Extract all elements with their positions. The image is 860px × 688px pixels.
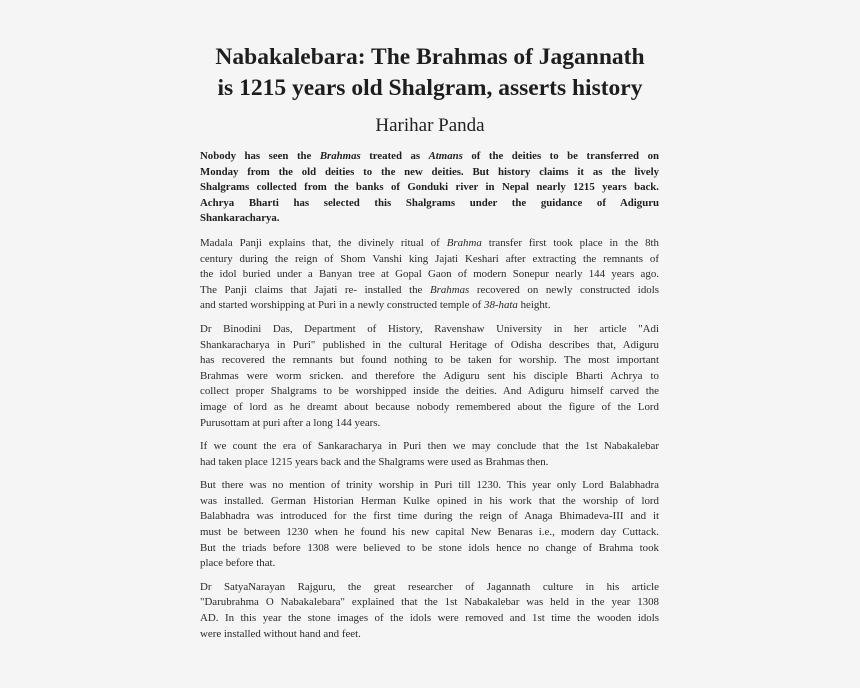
- paragraph-trinity-worship: [200, 478, 659, 572]
- article-author: Harihar Panda: [375, 115, 485, 136]
- p4-line-4: must be between 1230 when he found his new capital New Benaras i.e., modern day Cuttack.: [200, 526, 659, 539]
- p4-line-2: was installed. German Historian Herman Kulke opined in his work that the worship of lord: [200, 494, 659, 507]
- paragraph-madala-panji: [200, 236, 659, 314]
- p5-line-4: were installed without hand and feet.: [200, 627, 361, 640]
- p1-text: and started worshipping at Puri in a newly constructed temple of: [200, 299, 484, 312]
- p3-line-1: If we count the era of Sankaracharya in Puri then we may conclude that the 1st Nabakalebar: [200, 440, 659, 453]
- p1-line-1: [200, 236, 659, 252]
- p1-line-5: [200, 298, 659, 314]
- paragraph-rajguru: [200, 580, 659, 642]
- p2-line-4: Brahmas were worm sricken. and therefore the Adiguru sent his disciple Bharti Achrya to: [200, 369, 659, 382]
- paragraph-binodini-das: [200, 322, 659, 431]
- p5-line-3: AD. In this year the stone images of the idols were removed and 1st time the wooden idols: [200, 612, 659, 625]
- p1-emphasis: 38-hata: [484, 299, 518, 312]
- p1-text: transfer first took place in the 8th: [481, 236, 659, 249]
- abstract-line-3: Shalgrams collected from the banks of Gonduki river in Nepal nearly 1215 years back.: [200, 181, 659, 194]
- p1-line-2: century during the reign of Shom Vanshi king Jajati Keshari after extracting the remnants of: [200, 252, 659, 265]
- p4-line-5: But the triads before 1308 were believed to be stone idols hence no change of Brahma took: [200, 541, 659, 554]
- p2-line-6: image of lord as he dreamt about because nobody remembered about the figure of the Lord: [200, 400, 659, 413]
- abstract-text: Nobody has seen the: [200, 150, 320, 162]
- p5-line-2: "Darubrahma O Nabakalebara" explained that the 1st Nabakalebar was held in the year 1308: [200, 596, 659, 609]
- article-title-line-2: is 1215 years old Shalgram, asserts history: [217, 75, 643, 101]
- p3-line-2: had taken place 1215 years back and the Shalgrams were used as Brahmas then.: [200, 455, 549, 468]
- article-body: [200, 149, 659, 650]
- abstract-emphasis: Atmans: [428, 150, 463, 162]
- p5-line-1: Dr SatyaNarayan Rajguru, the great researcher of Jagannath culture in his article: [200, 580, 659, 593]
- abstract-text: of the deities to be transferred on: [462, 150, 659, 162]
- p1-emphasis: Brahma: [446, 236, 482, 249]
- p1-emphasis: Brahmas: [429, 283, 470, 296]
- paragraph-sankaracharya-era: [200, 439, 659, 470]
- abstract-line-1: [200, 149, 659, 165]
- p2-line-2: Shankaracharya in Puri" published in the cultural Heritage of Odisha describes that, Adiguru: [200, 338, 659, 351]
- p4-line-6: place before that.: [200, 557, 276, 570]
- abstract-line-5: Shankaracharya.: [200, 212, 280, 225]
- p1-text: height.: [517, 299, 551, 312]
- p1-text: recovered on newly constructed idols: [469, 283, 659, 296]
- p2-line-5: collect proper Shalgrams to be worshipped inside the deities. And Adiguru himself carved the: [200, 385, 659, 398]
- p4-line-1: But there was no mention of trinity worship in Puri till 1230. This year only Lord Balabhadra: [200, 479, 659, 492]
- p2-line-7: Purusottam at puri after a long 144 years.: [200, 416, 381, 429]
- p4-line-3: Balabhadra was introduced for the first time during the reign of Anaga Bhimadeva-III and it: [200, 510, 659, 523]
- p1-text: Madala Panji explains that, the divinely ritual of: [200, 236, 447, 249]
- p1-text: The Panji claims that Jajati re- installed the: [200, 283, 430, 296]
- abstract-emphasis: Brahmas: [319, 150, 361, 162]
- article-title-line-1: Nabakalebara: The Brahmas of Jagannath: [215, 44, 645, 70]
- abstract-line-4: Achrya Bharti has selected this Shalgrams under the guidance of Adiguru: [200, 196, 659, 209]
- abstract-text: treated as: [360, 150, 429, 162]
- p2-line-3: has recovered the remnants but found nothing to be taken for worship. The most important: [200, 354, 659, 367]
- p1-line-3: the idol buried under a Banyan tree at Gopal Gaon of modern Sonepur nearly 144 years ago.: [200, 268, 659, 281]
- abstract-line-2: Monday from the old deities to the new deities. But history claims it as the lively: [200, 165, 659, 178]
- p2-line-1: Dr Binodini Das, Department of History, Ravenshaw University in her article "Adi: [200, 322, 659, 335]
- article-title: [0, 42, 860, 104]
- abstract-paragraph: [200, 149, 659, 227]
- p1-line-4: [200, 283, 659, 299]
